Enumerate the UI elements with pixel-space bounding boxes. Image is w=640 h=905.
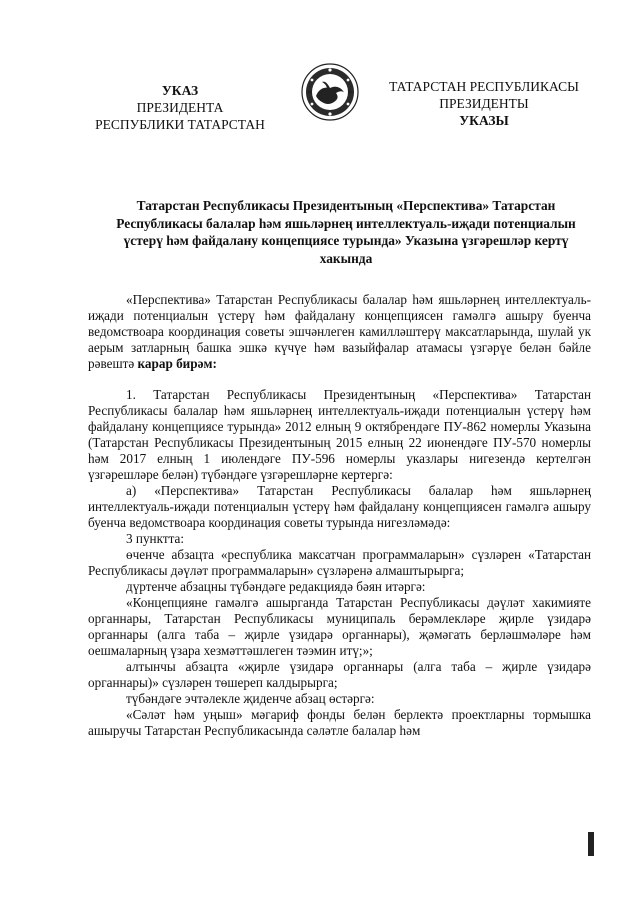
paragraph-9: «Сәләт һәм уңыш» мәгариф фонды белән берлектә проектларны тормышка ашыручы Татарстан Республикасында сәләтле балалар һәм bbox=[88, 707, 591, 738]
paragraph-5: дүртенче абзацны түбәндәге редакциядә бәян итәргә: bbox=[126, 579, 426, 594]
scan-edge-mark bbox=[588, 832, 594, 856]
paragraph-7: алтынчы абзацта «җирле үзидарә органнары (алга таба – җирле үзидарә органнары)» сүзләрен төшереп калдырырга; bbox=[88, 659, 591, 690]
decree-label-tt: УКАЗЫ bbox=[459, 113, 509, 128]
intro-bold-text: карар бирәм: bbox=[137, 356, 217, 371]
president-label-ru: ПРЕЗИДЕНТА bbox=[136, 100, 224, 115]
header-left-block bbox=[80, 82, 280, 133]
document-body bbox=[88, 292, 591, 739]
decree-label-ru: УКАЗ bbox=[161, 83, 199, 98]
intro-text: «Перспектива» Татарстан Республикасы балалар һәм яшьләрнең интеллектуаль-иҗади потенциалын үстерү һәм файдалану концепциясен гамәлгә ашыру буенча ведомствоара координация советы эшчәнлеген камилләштерү максатларында, шулай ук аерым затларның башка эшкә күчүе һәм вазыйфалар атамасы үзгәрүе белән бәйле рәвештә bbox=[88, 292, 591, 371]
paragraph-4: өченче абзацта «республика максатчан программаларын» сүзләрен «Татарстан Республикасы дәүләт программаларын» сүзләренә алмаштырырга; bbox=[88, 547, 591, 578]
header-right-block bbox=[378, 78, 590, 129]
paragraph-6: «Концепцияне гамәлгә ашырганда Татарстан Республикасы дәүләт хакимияте органнары, Татарстан Республикасы муниципаль берәмлекләре җирле үзидарә органнары (алга таба – җирле үзидарә органнары), җәмәгать берләшмәләре һәм оешмаларның үзара хезмәттәшлеген тәэмин итү;»; bbox=[88, 595, 591, 658]
intro-paragraph bbox=[88, 292, 591, 372]
paragraph-8: түбәндәге эчтәлекле җиденче абзац өстәргә: bbox=[126, 691, 375, 706]
document-title: Татарстан Республикасы Президентының «Перспектива» Татарстан Республикасы балалар һәм яшьләрнең интеллектуаль-иҗади потенциалын үстерү һәм файдалану концепциясе турында» Указына үзгәрешләр кертү хакында bbox=[116, 198, 576, 266]
paragraph-1: 1. Татарстан Республикасы Президентының «Перспектива» Татарстан Республикасы балалар һәм яшьләрнең интеллектуаль-иҗади потенциалын үстерү һәм файдалану концепциясе турында» 2012 елның 9 октябрендәге ПУ-862 номерлы Указына (Татарстан Республикасы Президентының 2015 елның 22 июнендәге ПУ-570 номерлы һәм 2017 елның 1 июлендәге ПУ-596 номерлы указлары нигезендә кертелгән үзгәрешләре белән) түбәндәге үзгәрешләрне кертергә: bbox=[88, 387, 591, 482]
president-label-tt: ПРЕЗИДЕНТЫ bbox=[439, 96, 529, 111]
tatarstan-coat-of-arms-icon bbox=[300, 62, 360, 122]
republic-label-tt: ТАТАРСТАН РЕСПУБЛИКАСЫ bbox=[389, 79, 579, 94]
paragraph-2: а) «Перспектива» Татарстан Республикасы балалар һәм яшьләрнең интеллектуаль-иҗади потенциалын үстерү һәм файдалану концепциясен гамәлгә ашыру буенча ведомствоара координация советы турында нигезләмәдә: bbox=[88, 483, 591, 530]
republic-label-ru: РЕСПУБЛИКИ ТАТАРСТАН bbox=[95, 117, 265, 132]
paragraph-3: 3 пунктта: bbox=[126, 531, 185, 546]
